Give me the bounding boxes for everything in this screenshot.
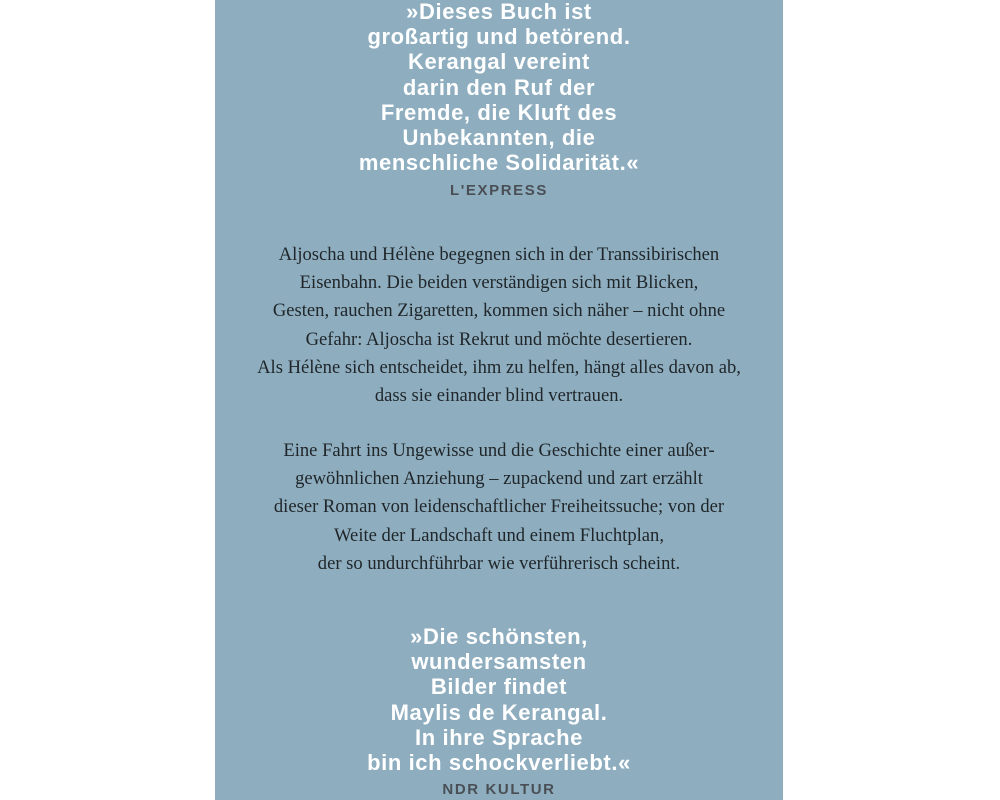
blurb-line: Als Hélène sich entscheidet, ihm zu helfen, hängt alles davon ab, (257, 356, 741, 378)
quote-line: menschliche Solidarität.« (358, 150, 640, 176)
blurb-line: dass sie einander blind vertrauen. (374, 385, 624, 407)
quote-line: Unbekannten, die (402, 125, 596, 151)
quote-line: Bilder findet (430, 674, 568, 700)
press-quote-top (215, 0, 783, 175)
quote-source-lexpress: L'EXPRESS (450, 182, 548, 199)
quote-line: wundersamsten (411, 649, 587, 675)
blurb-paragraph-2 (215, 437, 783, 578)
quote-line: In ihre Sprache (415, 724, 583, 750)
quote-line: großartig und betörend. (367, 24, 631, 50)
blurb-line: Eine Fahrt ins Ungewisse und die Geschichte einer außer- (283, 440, 715, 461)
quote-line: »Dieses Buch ist (406, 0, 592, 24)
quote-line: »Die schönsten, (410, 624, 588, 649)
blurb-line: Gesten, rauchen Zigaretten, kommen sich näher – nicht ohne (272, 300, 726, 322)
quote-line: bin ich schockverliebt.« (367, 750, 631, 776)
blurb-line: Weite der Landschaft und einem Fluchtplan, (334, 524, 664, 546)
book-back-cover (215, 0, 783, 800)
blurb-line: Aljoscha und Hélène begegnen sich in der Transsibirischen (278, 244, 720, 265)
quote-line: Kerangal vereint (407, 49, 590, 75)
blurb-line: Eisenbahn. Die beiden verständigen sich mit Blicken, (299, 272, 699, 294)
blurb-line: Gefahr: Aljoscha ist Rekrut und möchte desertieren. (305, 328, 693, 350)
quote-source-ndr-kultur: NDR KULTUR (442, 781, 556, 798)
blurb-line: gewöhnlichen Anziehung – zupackend und zart erzählt (295, 468, 703, 490)
blurb-line: dieser Roman von leidenschaftlicher Freiheitssuche; von der (273, 496, 725, 518)
blurb-paragraph-1 (215, 241, 783, 410)
quote-line: Fremde, die Kluft des (380, 99, 618, 125)
quote-line: darin den Ruf der (402, 74, 596, 100)
blurb-line: der so undurchführbar wie verführerisch scheint. (317, 552, 681, 574)
press-quote-bottom (215, 624, 783, 775)
quote-line: Maylis de Kerangal. (390, 699, 608, 725)
